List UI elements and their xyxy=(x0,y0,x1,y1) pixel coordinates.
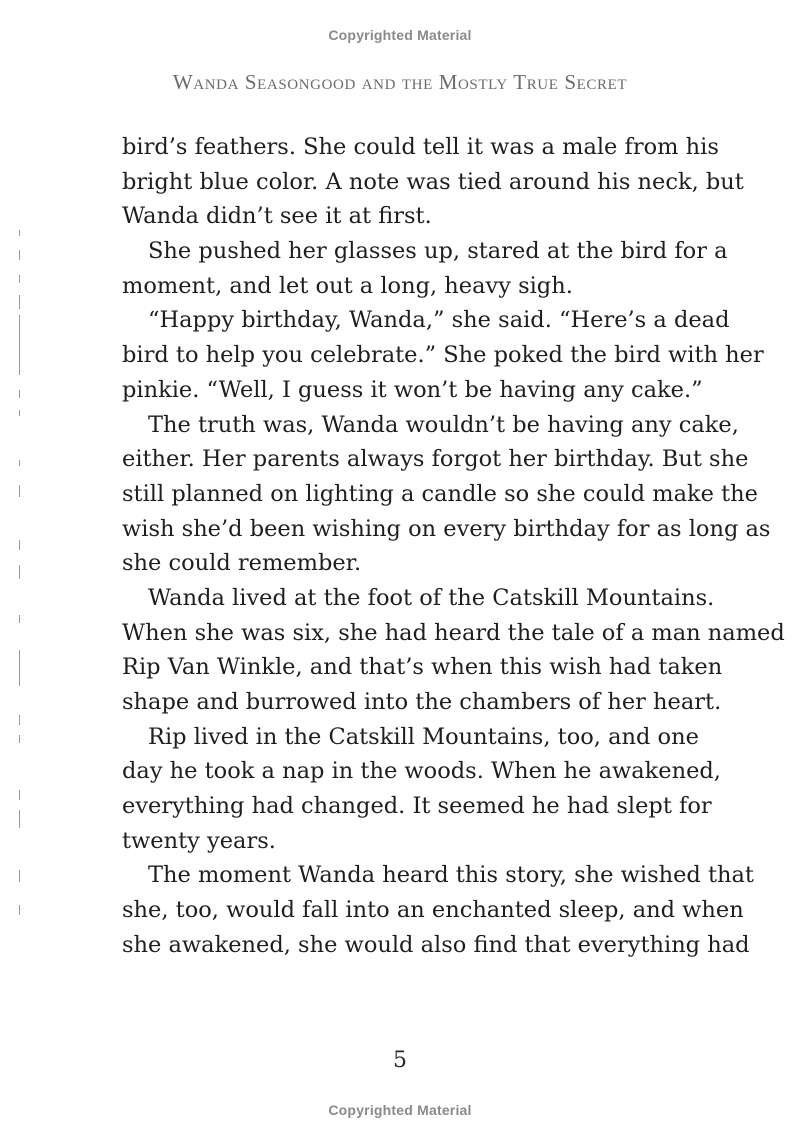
text-line: Wanda didn’t see it at first. xyxy=(122,203,432,230)
text-line: day he took a nap in the woods. When he awakened, xyxy=(122,758,721,785)
text-line: Rip lived in the Catskill Mountains, too, and one xyxy=(148,723,699,750)
body-text xyxy=(122,130,785,963)
copyright-watermark-top: Copyrighted Material xyxy=(328,27,472,43)
text-line: moment, and let out a long, heavy sigh. xyxy=(122,272,573,299)
text-line: either. Her parents always forgot her birthday. But she xyxy=(122,446,749,473)
running-head: Wanda Seasongood and the Mostly True Secret xyxy=(172,70,628,94)
text-line: she, too, would fall into an enchanted sleep, and when xyxy=(122,897,744,924)
text-line: she could remember. xyxy=(122,550,362,577)
text-line: “Happy birthday, Wanda,” she said. “Here’s a dead xyxy=(148,307,730,334)
text-line: Rip Van Winkle, and that’s when this wish had taken xyxy=(122,654,723,681)
copyright-watermark-bottom: Copyrighted Material xyxy=(328,1102,472,1118)
text-line: bright blue color. A note was tied around his neck, but xyxy=(122,168,744,195)
text-line: shape and burrowed into the chambers of her heart. xyxy=(122,689,722,715)
text-line: wish she’d been wishing on every birthday for as long as xyxy=(122,515,771,542)
text-line: Wanda lived at the foot of the Catskill Mountains. xyxy=(148,584,715,611)
binding-scan-marks xyxy=(17,220,23,920)
text-line: bird to help you celebrate.” She poked the bird with her xyxy=(122,342,764,369)
text-line: twenty years. xyxy=(122,827,276,854)
text-line: bird’s feathers. She could tell it was a male from his xyxy=(122,134,719,160)
text-line: When she was six, she had heard the tale of a man named xyxy=(122,619,785,646)
text-line: she awakened, she would also find that everything had xyxy=(122,931,750,958)
page-number: 5 xyxy=(393,1048,407,1073)
text-line: still planned on lighting a candle so she could make the xyxy=(122,480,758,507)
text-line: everything had changed. It seemed he had slept for xyxy=(122,793,712,820)
text-line: The moment Wanda heard this story, she wished that xyxy=(148,862,754,889)
text-line: The truth was, Wanda wouldn’t be having any cake, xyxy=(148,411,739,438)
text-line: She pushed her glasses up, stared at the bird for a xyxy=(148,238,728,265)
text-line: pinkie. “Well, I guess it won’t be having any cake.” xyxy=(122,376,703,403)
